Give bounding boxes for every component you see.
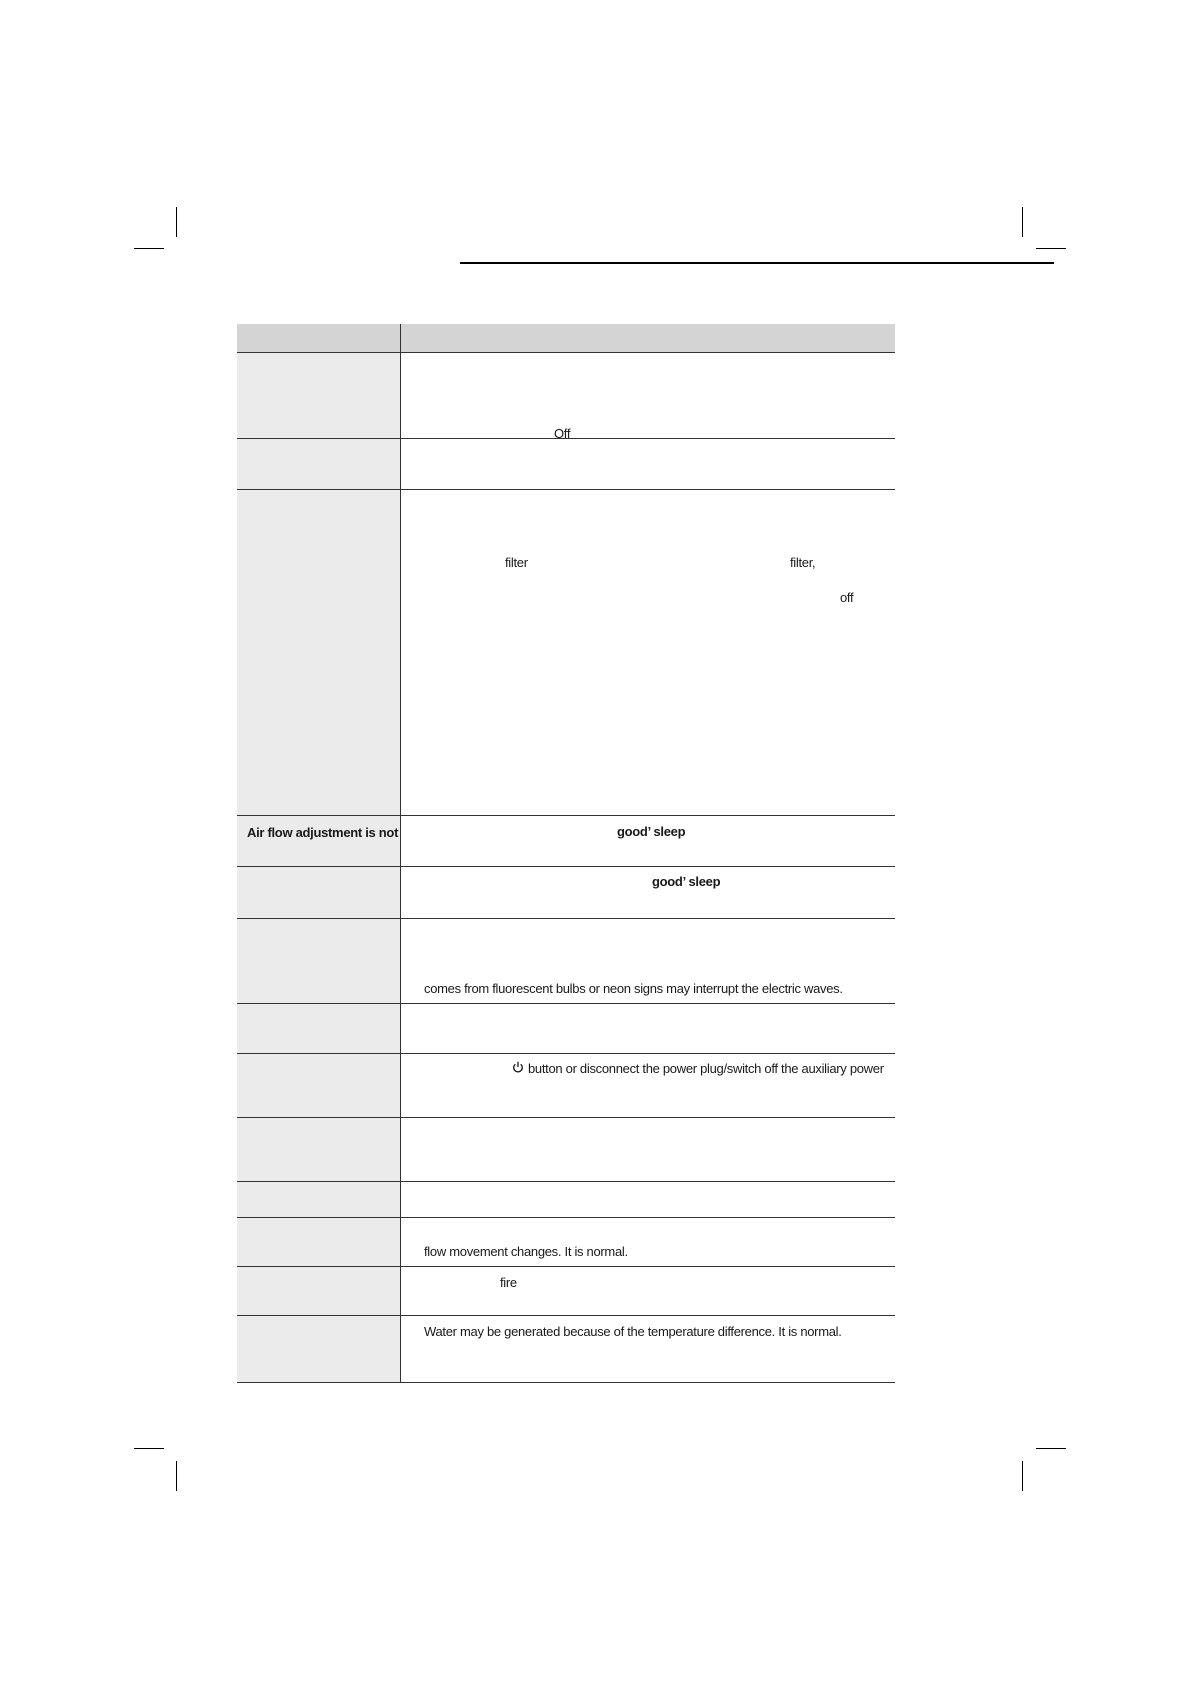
table-row <box>237 490 895 816</box>
header-cell-solution <box>401 324 895 352</box>
solution-cell <box>401 1054 895 1117</box>
solution-cell <box>401 353 895 441</box>
solution-text: good’ sleep <box>652 874 721 889</box>
solution-cell <box>401 1118 895 1181</box>
troubleshooting-table <box>237 324 895 1383</box>
problem-cell <box>237 1316 401 1382</box>
table-row <box>237 1218 895 1267</box>
crop-mark <box>1022 207 1023 237</box>
solution-cell <box>401 919 895 1003</box>
solution-cell <box>401 1218 895 1266</box>
solution-text: off <box>840 590 854 605</box>
problem-cell <box>237 867 401 918</box>
header-cell-problem <box>237 324 401 352</box>
problem-cell <box>237 1118 401 1181</box>
crop-mark <box>1036 1448 1066 1449</box>
crop-mark <box>1022 1461 1023 1491</box>
solution-text: button or disconnect the power plug/switch off the auxiliary power <box>528 1061 884 1076</box>
solution-cell <box>401 1182 895 1217</box>
problem-cell <box>237 1218 401 1266</box>
solution-cell <box>401 1316 895 1382</box>
table-row <box>237 919 895 1004</box>
problem-cell <box>237 1267 401 1315</box>
table-row <box>237 1182 895 1218</box>
solution-cell <box>401 1004 895 1053</box>
solution-text: comes from fluorescent bulbs or neon signs may interrupt the electric waves. <box>424 981 843 996</box>
solution-text: filter, <box>790 555 816 570</box>
solution-text: fire <box>500 1275 517 1290</box>
table-row <box>237 353 895 439</box>
solution-cell <box>401 490 895 815</box>
solution-cell <box>401 1267 895 1315</box>
table-row <box>237 1267 895 1316</box>
problem-cell <box>237 353 401 438</box>
crop-mark <box>176 1461 177 1491</box>
header-rule <box>460 262 1054 264</box>
table-row <box>237 1004 895 1054</box>
solution-text: flow movement changes. It is normal. <box>424 1244 628 1259</box>
table-row <box>237 1316 895 1383</box>
problem-cell <box>237 919 401 1003</box>
table-row <box>237 816 895 867</box>
solution-text: Water may be generated because of the temperature difference. It is normal. <box>424 1324 842 1339</box>
crop-mark <box>134 1448 164 1449</box>
solution-cell <box>401 816 895 866</box>
problem-cell <box>237 439 401 489</box>
table-header-row <box>237 324 895 353</box>
problem-cell <box>237 1004 401 1053</box>
power-icon <box>512 1061 524 1076</box>
solution-text: Off <box>554 426 571 441</box>
crop-mark <box>134 248 164 249</box>
table-row <box>237 867 895 919</box>
problem-cell <box>237 490 401 815</box>
problem-cell <box>237 1054 401 1117</box>
table-row <box>237 439 895 490</box>
solution-cell <box>401 867 895 918</box>
solution-cell <box>401 439 895 489</box>
table-row <box>237 1054 895 1118</box>
problem-cell <box>237 1182 401 1217</box>
solution-text: good’ sleep <box>617 824 686 839</box>
crop-mark <box>1036 248 1066 249</box>
solution-text: filter <box>505 555 528 570</box>
problem-text: Air flow adjustment is not <box>247 825 399 840</box>
problem-cell <box>237 816 401 866</box>
crop-mark <box>176 207 177 237</box>
table-row <box>237 1118 895 1182</box>
